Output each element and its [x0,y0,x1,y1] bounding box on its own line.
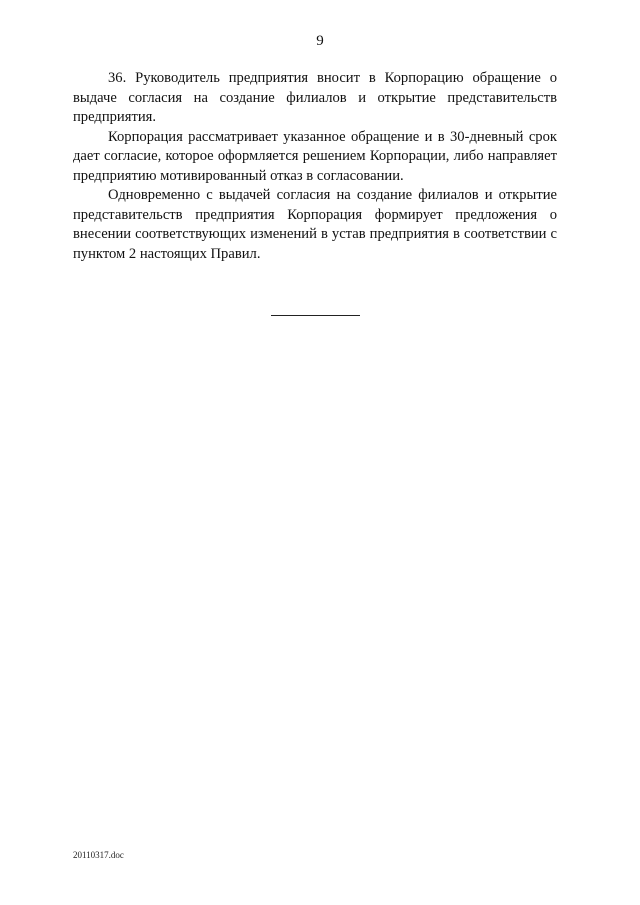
document-body [73,69,557,264]
paragraph-simultaneous-proposal: Одновременно с выдачей согласия на создание филиалов и открытие представительств предприятия Корпорация формирует предложения о внесении соответствующих изменений в устав предприятия в соответствии с пунктом 2 настоящих Правил. [73,187,557,262]
page-number: 9 [316,33,324,49]
paragraph-corporation-review: Корпорация рассматривает указанное обращение и в 30-дневный срок дает согласие, которое оформляется решением Корпорации, либо направляет предприятию мотивированный отказ в согласовании. [73,128,557,184]
end-separator-line [271,315,360,316]
footer-filename: 20110317.doc [73,850,124,860]
paragraph-36: 36. Руководитель предприятия вносит в Корпорацию обращение о выдаче согласия на создание филиалов и открытие представительств предприятия. [73,70,557,125]
